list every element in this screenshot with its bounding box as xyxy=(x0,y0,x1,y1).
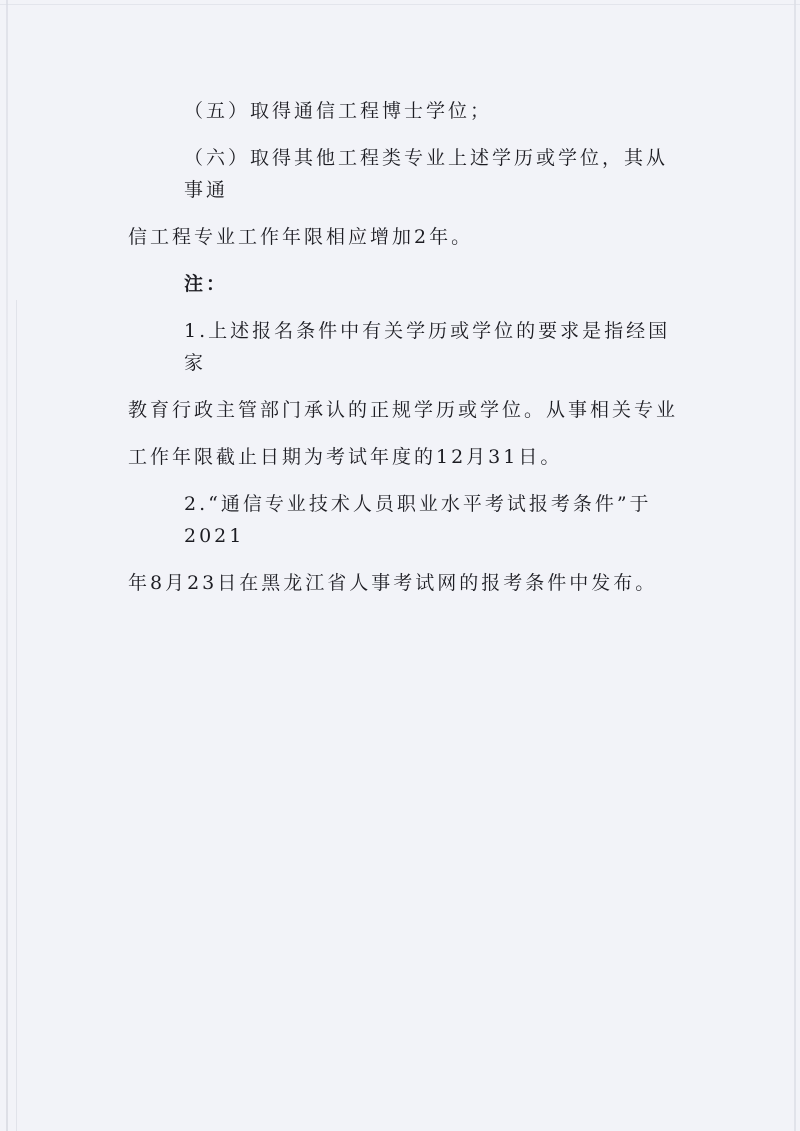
document-body xyxy=(128,95,688,599)
note-heading: 注： xyxy=(184,273,229,295)
note-2-line-1: 2.“通信专业技术人员职业水平考试报考条件”于2021 xyxy=(184,493,652,547)
item-6-line-1: （六）取得其他工程类专业上述学历或学位，其从事通 xyxy=(184,147,669,201)
note-1-line-3: 工作年限截止日期为考试年度的12月31日。 xyxy=(128,446,563,468)
item-6-line-2: 信工程专业工作年限相应增加2年。 xyxy=(128,226,474,248)
scan-crease-left xyxy=(16,300,17,1131)
scan-edge-left xyxy=(6,0,8,1131)
note-1-line-1: 1.上述报名条件中有关学历或学位的要求是指经国家 xyxy=(184,320,671,374)
scan-edge-right xyxy=(794,0,796,1131)
item-5: （五）取得通信工程博士学位； xyxy=(184,100,493,122)
note-1-line-2: 教育行政主管部门承认的正规学历或学位。从事相关专业 xyxy=(128,399,679,421)
note-2-line-2: 年8月23日在黑龙江省人事考试网的报考条件中发布。 xyxy=(128,572,658,594)
scan-edge-top xyxy=(0,4,800,5)
